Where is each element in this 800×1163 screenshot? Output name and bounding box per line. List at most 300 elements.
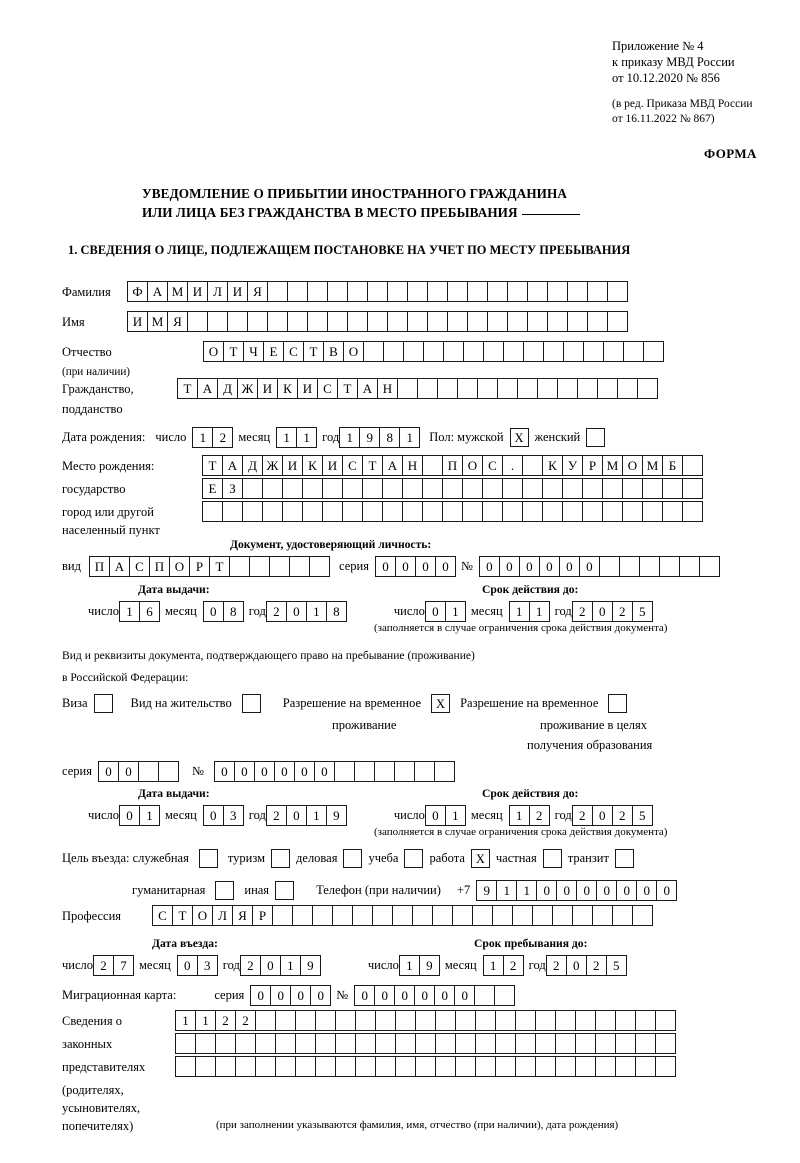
migration-number-input[interactable]	[354, 985, 514, 1006]
form-cell[interactable]	[635, 1033, 656, 1054]
form-cell[interactable]: И	[322, 455, 343, 476]
form-cell[interactable]: .	[502, 455, 523, 476]
form-cell[interactable]: 0	[415, 556, 436, 577]
form-cell[interactable]: И	[257, 378, 278, 399]
form-cell[interactable]	[619, 556, 640, 577]
form-cell[interactable]	[595, 1056, 616, 1077]
purpose-work-checkbox[interactable]: X	[471, 849, 490, 868]
form-cell[interactable]: Я	[232, 905, 253, 926]
form-cell[interactable]: 0	[294, 761, 315, 782]
form-cell[interactable]: Н	[402, 455, 423, 476]
edu-residence-checkbox[interactable]	[608, 694, 627, 713]
form-cell[interactable]: 0	[499, 556, 520, 577]
form-cell[interactable]	[475, 1056, 496, 1077]
form-cell[interactable]	[249, 556, 270, 577]
purpose-transit-checkbox[interactable]	[615, 849, 634, 868]
form-cell[interactable]: С	[317, 378, 338, 399]
form-cell[interactable]	[335, 1056, 356, 1077]
form-cell[interactable]	[372, 905, 393, 926]
form-cell[interactable]: Б	[662, 455, 683, 476]
form-cell[interactable]	[517, 378, 538, 399]
form-cell[interactable]	[392, 905, 413, 926]
form-cell[interactable]	[572, 905, 593, 926]
form-cell[interactable]	[287, 311, 308, 332]
form-cell[interactable]: С	[129, 556, 150, 577]
form-cell[interactable]: 2	[266, 805, 287, 826]
form-cell[interactable]	[397, 378, 418, 399]
form-cell[interactable]: 0	[177, 955, 198, 976]
form-cell[interactable]: 1	[195, 1010, 216, 1031]
form-cell[interactable]	[527, 311, 548, 332]
form-cell[interactable]: 5	[606, 955, 627, 976]
form-cell[interactable]: 9	[359, 427, 380, 448]
form-cell[interactable]	[477, 378, 498, 399]
form-cell[interactable]	[267, 311, 288, 332]
form-cell[interactable]	[382, 501, 403, 522]
stay-number-input[interactable]	[214, 761, 454, 782]
form-cell[interactable]: И	[282, 455, 303, 476]
form-cell[interactable]	[562, 478, 583, 499]
form-cell[interactable]: 0	[270, 985, 291, 1006]
form-cell[interactable]	[567, 311, 588, 332]
form-cell[interactable]: Л	[207, 281, 228, 302]
form-cell[interactable]	[422, 501, 443, 522]
form-cell[interactable]: И	[297, 378, 318, 399]
form-cell[interactable]	[583, 341, 604, 362]
form-cell[interactable]	[502, 478, 523, 499]
form-cell[interactable]: 0	[274, 761, 295, 782]
form-cell[interactable]	[432, 905, 453, 926]
form-cell[interactable]	[587, 281, 608, 302]
form-cell[interactable]	[292, 905, 313, 926]
form-cell[interactable]: Л	[212, 905, 233, 926]
form-cell[interactable]	[235, 1033, 256, 1054]
form-cell[interactable]: 1	[306, 601, 327, 622]
form-cell[interactable]	[682, 455, 703, 476]
form-cell[interactable]	[347, 281, 368, 302]
identity-valid-day-input[interactable]	[425, 601, 465, 622]
form-cell[interactable]: 1	[306, 805, 327, 826]
form-cell[interactable]	[462, 478, 483, 499]
form-cell[interactable]: С	[342, 455, 363, 476]
form-cell[interactable]: А	[147, 281, 168, 302]
form-cell[interactable]	[367, 281, 388, 302]
form-cell[interactable]	[662, 501, 683, 522]
identity-valid-month-input[interactable]	[509, 601, 549, 622]
visa-checkbox[interactable]	[94, 694, 113, 713]
form-cell[interactable]	[642, 478, 663, 499]
stay-issue-year-input[interactable]	[266, 805, 346, 826]
form-cell[interactable]	[635, 1010, 656, 1031]
stay-valid-year-input[interactable]	[572, 805, 652, 826]
form-cell[interactable]: М	[602, 455, 623, 476]
form-cell[interactable]	[622, 478, 643, 499]
form-cell[interactable]	[515, 1033, 536, 1054]
form-cell[interactable]	[352, 905, 373, 926]
entry-month-input[interactable]	[177, 955, 217, 976]
form-cell[interactable]	[662, 478, 683, 499]
form-cell[interactable]: 0	[592, 601, 613, 622]
citizenship-input[interactable]	[177, 378, 657, 399]
form-cell[interactable]: 0	[616, 880, 637, 901]
form-cell[interactable]: 2	[240, 955, 261, 976]
form-cell[interactable]	[302, 501, 323, 522]
form-cell[interactable]	[643, 341, 664, 362]
form-cell[interactable]	[527, 281, 548, 302]
form-cell[interactable]: 0	[375, 556, 396, 577]
form-cell[interactable]: 0	[434, 985, 455, 1006]
form-cell[interactable]	[552, 905, 573, 926]
residence-permit-checkbox[interactable]	[242, 694, 261, 713]
form-cell[interactable]: 0	[314, 761, 335, 782]
form-cell[interactable]	[295, 1056, 316, 1077]
form-cell[interactable]	[382, 478, 403, 499]
form-cell[interactable]	[427, 281, 448, 302]
form-cell[interactable]	[275, 1033, 296, 1054]
form-cell[interactable]	[455, 1033, 476, 1054]
form-cell[interactable]: С	[283, 341, 304, 362]
purpose-study-checkbox[interactable]	[404, 849, 423, 868]
form-cell[interactable]: К	[277, 378, 298, 399]
form-cell[interactable]	[355, 1033, 376, 1054]
form-cell[interactable]	[622, 501, 643, 522]
form-cell[interactable]: П	[89, 556, 110, 577]
form-cell[interactable]	[457, 378, 478, 399]
legal-reps-line3-input[interactable]	[175, 1056, 675, 1077]
form-cell[interactable]	[547, 281, 568, 302]
form-cell[interactable]	[374, 761, 395, 782]
form-cell[interactable]	[442, 478, 463, 499]
stay-valid-month-input[interactable]	[509, 805, 549, 826]
form-cell[interactable]	[355, 1010, 376, 1031]
form-cell[interactable]	[635, 1056, 656, 1077]
purpose-business-checkbox[interactable]	[343, 849, 362, 868]
form-cell[interactable]	[483, 341, 504, 362]
form-cell[interactable]	[315, 1010, 336, 1031]
form-cell[interactable]	[515, 1056, 536, 1077]
form-cell[interactable]	[442, 501, 463, 522]
form-cell[interactable]	[482, 478, 503, 499]
form-cell[interactable]	[367, 311, 388, 332]
stay-issue-month-input[interactable]	[203, 805, 243, 826]
form-cell[interactable]: 1	[339, 427, 360, 448]
identity-issue-month-input[interactable]	[203, 601, 243, 622]
form-cell[interactable]: 5	[632, 805, 653, 826]
form-cell[interactable]	[255, 1056, 276, 1077]
form-cell[interactable]: Е	[263, 341, 284, 362]
form-cell[interactable]	[315, 1033, 336, 1054]
form-cell[interactable]	[267, 281, 288, 302]
form-cell[interactable]	[437, 378, 458, 399]
form-cell[interactable]	[447, 281, 468, 302]
form-cell[interactable]: 1	[276, 427, 297, 448]
stay-series-input[interactable]	[98, 761, 178, 782]
form-cell[interactable]	[482, 501, 503, 522]
form-cell[interactable]: Т	[303, 341, 324, 362]
form-cell[interactable]	[597, 378, 618, 399]
form-cell[interactable]	[462, 501, 483, 522]
form-cell[interactable]	[655, 1056, 676, 1077]
form-cell[interactable]	[679, 556, 700, 577]
form-cell[interactable]	[612, 905, 633, 926]
form-cell[interactable]: 0	[592, 805, 613, 826]
form-cell[interactable]	[607, 281, 628, 302]
form-cell[interactable]	[383, 341, 404, 362]
form-cell[interactable]	[603, 341, 624, 362]
form-cell[interactable]	[615, 1033, 636, 1054]
form-cell[interactable]	[507, 281, 528, 302]
form-cell[interactable]	[535, 1033, 556, 1054]
form-cell[interactable]: 9	[326, 805, 347, 826]
form-cell[interactable]	[342, 501, 363, 522]
form-cell[interactable]	[335, 1033, 356, 1054]
form-cell[interactable]	[222, 501, 243, 522]
form-cell[interactable]	[215, 1033, 236, 1054]
form-cell[interactable]: Р	[582, 455, 603, 476]
form-cell[interactable]: 1	[496, 880, 517, 901]
form-cell[interactable]: 0	[286, 805, 307, 826]
form-cell[interactable]	[595, 1033, 616, 1054]
form-cell[interactable]: 0	[118, 761, 139, 782]
form-cell[interactable]: 6	[139, 601, 160, 622]
form-cell[interactable]: 2	[612, 805, 633, 826]
form-cell[interactable]: 0	[286, 601, 307, 622]
form-cell[interactable]	[275, 1010, 296, 1031]
form-cell[interactable]: А	[382, 455, 403, 476]
form-cell[interactable]: О	[462, 455, 483, 476]
purpose-private-checkbox[interactable]	[543, 849, 562, 868]
form-cell[interactable]: 0	[394, 985, 415, 1006]
form-cell[interactable]	[327, 311, 348, 332]
form-cell[interactable]: 7	[113, 955, 134, 976]
form-cell[interactable]: Ж	[262, 455, 283, 476]
form-cell[interactable]	[582, 501, 603, 522]
form-cell[interactable]	[412, 905, 433, 926]
purpose-tourism-checkbox[interactable]	[271, 849, 290, 868]
form-cell[interactable]: 0	[519, 556, 540, 577]
form-cell[interactable]	[434, 761, 455, 782]
form-cell[interactable]: 2	[503, 955, 524, 976]
form-cell[interactable]	[587, 311, 608, 332]
form-cell[interactable]	[592, 905, 613, 926]
identity-issue-year-input[interactable]	[266, 601, 346, 622]
form-cell[interactable]: 2	[612, 601, 633, 622]
form-cell[interactable]	[475, 1010, 496, 1031]
form-cell[interactable]	[452, 905, 473, 926]
identity-series-input[interactable]	[375, 556, 455, 577]
form-cell[interactable]	[195, 1056, 216, 1077]
form-cell[interactable]	[395, 1056, 416, 1077]
form-cell[interactable]	[567, 281, 588, 302]
form-cell[interactable]: 0	[354, 985, 375, 1006]
form-cell[interactable]	[309, 556, 330, 577]
form-cell[interactable]: 9	[476, 880, 497, 901]
form-cell[interactable]	[247, 311, 268, 332]
form-cell[interactable]	[503, 341, 524, 362]
form-cell[interactable]: О	[343, 341, 364, 362]
form-cell[interactable]	[575, 1033, 596, 1054]
form-cell[interactable]: Т	[223, 341, 244, 362]
form-cell[interactable]	[415, 1010, 436, 1031]
form-cell[interactable]	[417, 378, 438, 399]
form-cell[interactable]	[577, 378, 598, 399]
form-cell[interactable]	[138, 761, 159, 782]
form-cell[interactable]	[242, 501, 263, 522]
form-cell[interactable]	[423, 341, 444, 362]
form-cell[interactable]	[642, 501, 663, 522]
form-cell[interactable]	[347, 311, 368, 332]
form-cell[interactable]	[407, 281, 428, 302]
birth-day-input[interactable]	[192, 427, 232, 448]
form-cell[interactable]	[355, 1056, 376, 1077]
form-cell[interactable]: Н	[377, 378, 398, 399]
form-cell[interactable]	[242, 478, 263, 499]
identity-valid-year-input[interactable]	[572, 601, 652, 622]
form-cell[interactable]: 0	[260, 955, 281, 976]
form-cell[interactable]: 0	[250, 985, 271, 1006]
name-input[interactable]	[127, 311, 627, 332]
form-cell[interactable]	[495, 1033, 516, 1054]
sex-male-checkbox[interactable]: X	[510, 428, 529, 447]
form-cell[interactable]	[307, 311, 328, 332]
form-cell[interactable]	[362, 478, 383, 499]
form-cell[interactable]	[422, 455, 443, 476]
form-cell[interactable]	[235, 1056, 256, 1077]
form-cell[interactable]: М	[167, 281, 188, 302]
form-cell[interactable]	[394, 761, 415, 782]
form-cell[interactable]: 0	[203, 601, 224, 622]
form-cell[interactable]	[255, 1033, 276, 1054]
form-cell[interactable]: 0	[290, 985, 311, 1006]
form-cell[interactable]	[617, 378, 638, 399]
form-cell[interactable]: М	[642, 455, 663, 476]
form-cell[interactable]	[575, 1056, 596, 1077]
form-cell[interactable]: Т	[177, 378, 198, 399]
form-cell[interactable]	[375, 1056, 396, 1077]
form-cell[interactable]	[415, 1056, 436, 1077]
purpose-humanitarian-checkbox[interactable]	[215, 881, 234, 900]
form-cell[interactable]: О	[622, 455, 643, 476]
form-cell[interactable]: Д	[242, 455, 263, 476]
profession-input[interactable]	[152, 905, 652, 926]
stay-issue-day-input[interactable]	[119, 805, 159, 826]
form-cell[interactable]	[523, 341, 544, 362]
form-cell[interactable]	[547, 311, 568, 332]
form-cell[interactable]	[215, 1056, 236, 1077]
form-cell[interactable]: 0	[98, 761, 119, 782]
form-cell[interactable]: К	[302, 455, 323, 476]
form-cell[interactable]: П	[442, 455, 463, 476]
form-cell[interactable]	[282, 501, 303, 522]
form-cell[interactable]	[332, 905, 353, 926]
form-cell[interactable]	[532, 905, 553, 926]
form-cell[interactable]	[639, 556, 660, 577]
form-cell[interactable]	[395, 1010, 416, 1031]
form-cell[interactable]	[289, 556, 310, 577]
form-cell[interactable]: 0	[395, 556, 416, 577]
sex-female-checkbox[interactable]	[586, 428, 605, 447]
form-cell[interactable]: 1	[483, 955, 504, 976]
form-cell[interactable]	[402, 478, 423, 499]
form-cell[interactable]	[497, 378, 518, 399]
form-cell[interactable]	[562, 501, 583, 522]
form-cell[interactable]	[435, 1010, 456, 1031]
form-cell[interactable]	[435, 1033, 456, 1054]
form-cell[interactable]: 0	[425, 805, 446, 826]
form-cell[interactable]: 1	[509, 805, 530, 826]
form-cell[interactable]: Т	[202, 455, 223, 476]
form-cell[interactable]: 1	[139, 805, 160, 826]
form-cell[interactable]	[272, 905, 293, 926]
form-cell[interactable]	[615, 1056, 636, 1077]
form-cell[interactable]: С	[152, 905, 173, 926]
purpose-official-checkbox[interactable]	[199, 849, 218, 868]
form-cell[interactable]: О	[169, 556, 190, 577]
form-cell[interactable]	[287, 281, 308, 302]
form-cell[interactable]	[387, 311, 408, 332]
form-cell[interactable]: 0	[425, 601, 446, 622]
form-cell[interactable]: О	[192, 905, 213, 926]
form-cell[interactable]	[227, 311, 248, 332]
form-cell[interactable]: 0	[119, 805, 140, 826]
form-cell[interactable]	[307, 281, 328, 302]
form-cell[interactable]: Е	[202, 478, 223, 499]
form-cell[interactable]: 0	[536, 880, 557, 901]
form-cell[interactable]: Я	[247, 281, 268, 302]
form-cell[interactable]: Т	[362, 455, 383, 476]
form-cell[interactable]	[487, 281, 508, 302]
stay-until-year-input[interactable]	[546, 955, 626, 976]
form-cell[interactable]	[229, 556, 250, 577]
form-cell[interactable]	[387, 281, 408, 302]
form-cell[interactable]: 2	[93, 955, 114, 976]
form-cell[interactable]	[699, 556, 720, 577]
form-cell[interactable]: Ж	[237, 378, 258, 399]
form-cell[interactable]: 0	[203, 805, 224, 826]
purpose-other-checkbox[interactable]	[275, 881, 294, 900]
form-cell[interactable]	[415, 1033, 436, 1054]
form-cell[interactable]	[474, 985, 495, 1006]
form-cell[interactable]	[354, 761, 375, 782]
form-cell[interactable]: 5	[632, 601, 653, 622]
form-cell[interactable]: 0	[636, 880, 657, 901]
form-cell[interactable]	[334, 761, 355, 782]
form-cell[interactable]	[602, 501, 623, 522]
form-cell[interactable]	[487, 311, 508, 332]
form-cell[interactable]: А	[109, 556, 130, 577]
form-cell[interactable]	[522, 455, 543, 476]
form-cell[interactable]: З	[222, 478, 243, 499]
form-cell[interactable]	[447, 311, 468, 332]
form-cell[interactable]	[655, 1033, 676, 1054]
form-cell[interactable]	[507, 311, 528, 332]
form-cell[interactable]	[555, 1033, 576, 1054]
form-cell[interactable]: 1	[280, 955, 301, 976]
form-cell[interactable]	[275, 1056, 296, 1077]
form-cell[interactable]: 2	[235, 1010, 256, 1031]
birth-place-line3-input[interactable]	[202, 501, 702, 522]
form-cell[interactable]: Т	[337, 378, 358, 399]
form-cell[interactable]: 0	[556, 880, 577, 901]
form-cell[interactable]: 2	[266, 601, 287, 622]
form-cell[interactable]	[414, 761, 435, 782]
identity-issue-day-input[interactable]	[119, 601, 159, 622]
form-cell[interactable]	[535, 1010, 556, 1031]
form-cell[interactable]	[443, 341, 464, 362]
form-cell[interactable]	[158, 761, 179, 782]
form-cell[interactable]: П	[149, 556, 170, 577]
form-cell[interactable]	[542, 501, 563, 522]
